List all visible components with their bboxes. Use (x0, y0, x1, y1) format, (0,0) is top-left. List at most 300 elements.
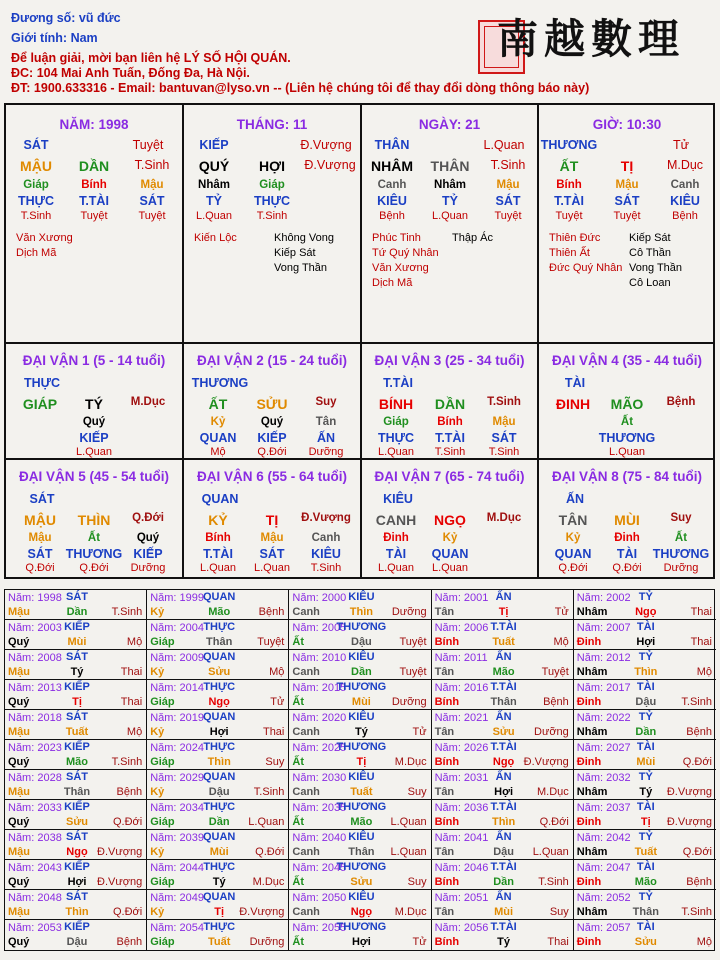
dai-van-hidden-stem: Quý (136, 532, 160, 544)
year-ten-god: THỰC (203, 621, 236, 633)
year-stage: Tuyệt (399, 636, 427, 648)
year-stage: Suy (407, 876, 427, 888)
year-label: Năm: 2038 (8, 832, 62, 844)
year-branch: Hợi (494, 786, 514, 798)
dai-van-hidden-stem: Canh (311, 532, 341, 544)
year-stage: T.Sinh (681, 696, 712, 708)
dai-van-ten-god: T.TÀI (383, 376, 413, 390)
year-stem: Tân (434, 666, 455, 678)
year-ten-god: TỶ (638, 711, 653, 723)
hidden-stage: L.Quan (195, 210, 233, 222)
year-ten-god: T.TÀI (490, 621, 517, 633)
dai-van-stem: TÂN (558, 512, 588, 528)
year-ten-god: KIÊU (348, 891, 375, 903)
year-ten-god: KIẾP (64, 741, 90, 753)
logo-text: 南越數理 (497, 15, 685, 63)
year-cell (5, 620, 147, 650)
year-ten-god: KIẾP (64, 801, 90, 813)
year-ten-god: KIẾP (64, 861, 90, 873)
year-stage: L.Quan (390, 846, 427, 858)
year-stem: Bính (434, 756, 460, 768)
year-ten-god: QUAN (202, 591, 236, 603)
year-stem: Tân (434, 726, 455, 738)
year-branch: Tý (497, 936, 511, 948)
year-stem: Tân (434, 606, 455, 618)
dai-van-hidden-stage: T.Sinh (310, 562, 342, 574)
year-ten-god: ẤN (495, 651, 512, 663)
hidden-ten-god: THỰC (253, 194, 291, 208)
year-stem: Quý (8, 756, 30, 768)
dai-van-hidden-stem: Ất (674, 532, 688, 544)
year-label: Năm: 2042 (576, 832, 631, 844)
year-cell (432, 920, 574, 950)
pillar-stem: THÂN (430, 158, 470, 174)
year-branch: Ngọ (492, 756, 515, 768)
year-stage: Mộ (126, 636, 143, 648)
year-branch: Tị (640, 816, 651, 828)
year-branch: Ngọ (350, 906, 373, 918)
dai-van-hidden-ten-god: T.TÀI (203, 547, 233, 561)
year-ten-god: KIÊU (348, 711, 375, 723)
year-branch: Sửu (208, 666, 231, 678)
year-cell (574, 800, 716, 830)
dai-van-stem: ẤT (208, 396, 228, 412)
year-stage: Thai (120, 666, 143, 678)
year-label: Năm: 2005 (292, 622, 347, 634)
dai-van-hidden-ten-god: KIÊU (311, 547, 341, 561)
star-right: Vong Thần (629, 262, 683, 274)
year-ten-god: KIẾP (64, 681, 90, 693)
year-stage: M.Dục (394, 906, 427, 918)
year-cell (147, 890, 289, 920)
year-stage: Bệnh (543, 696, 569, 708)
year-branch: Mão (634, 876, 657, 888)
hidden-stem: Giáp (259, 179, 285, 191)
year-branch: Tý (212, 876, 226, 888)
dai-van-title: ĐẠI VẬN 8 (75 - 84 tuổi) (551, 469, 703, 484)
year-stem: Ất (292, 936, 304, 948)
year-branch: Mùi (209, 846, 229, 858)
year-stem: Mậu (8, 726, 30, 738)
year-branch: Tuất (350, 786, 373, 798)
year-stage: Thai (690, 606, 712, 618)
year-ten-god: ẤN (495, 831, 512, 843)
year-branch: Mùi (636, 756, 656, 768)
pillar-cell (362, 105, 539, 344)
year-branch: Tị (498, 606, 509, 618)
year-stage: Mộ (126, 726, 143, 738)
contact-line: ĐT: 1900.633316 - Email: bantuvan@lyso.vn -- (Liên hệ chúng tôi để thay đổi dòng thông báo này) (11, 81, 590, 95)
year-cell (574, 770, 716, 800)
star-left: Văn Xương (372, 262, 429, 274)
year-stem: Kỷ (150, 906, 165, 918)
dai-van-hidden-ten-god: THƯƠNG (598, 431, 656, 445)
year-branch: Mùi (67, 636, 87, 648)
year-branch: Thân (490, 696, 517, 708)
dai-van-title: ĐẠI VẬN 1 (5 - 14 tuổi) (22, 353, 166, 368)
dai-van-stem: ĐINH (555, 396, 591, 412)
year-stage: L.Quan (390, 816, 427, 828)
year-label: Năm: 2011 (434, 652, 488, 664)
year-stem: Mậu (8, 786, 30, 798)
annual-table (4, 589, 715, 951)
year-cell (574, 890, 716, 920)
year-stage: Đ.Vượng (97, 846, 143, 858)
year-cell (574, 680, 716, 710)
year-ten-god: SÁT (66, 771, 88, 783)
year-stem: Nhâm (576, 666, 608, 678)
year-stem: Tân (434, 906, 455, 918)
dai-van-hidden-ten-god: ẤN (316, 431, 336, 445)
pillar-stem: MẬU (20, 158, 52, 174)
hidden-stage: T.Sinh (20, 210, 52, 222)
year-stage: Dưỡng (391, 606, 427, 618)
dai-van-title: ĐẠI VẬN 2 (15 - 24 tuổi) (196, 353, 348, 368)
year-cell (147, 920, 289, 950)
year-ten-god: QUAN (202, 711, 236, 723)
dai-van-hidden-ten-god: SÁT (259, 547, 285, 561)
year-ten-god: THƯƠNG (336, 921, 387, 933)
year-stage: Suy (265, 756, 285, 768)
year-branch: Dần (351, 666, 372, 678)
pillar-cell (6, 105, 184, 344)
year-stage: T.Sinh (253, 786, 285, 798)
year-label: Năm: 2020 (292, 712, 347, 724)
year-ten-god: TỶ (638, 651, 653, 663)
notice-line: Để luận giải, mời bạn liên hệ LÝ SỐ HỘI QUÁN. (11, 51, 291, 65)
dai-van-hidden-ten-god: QUAN (554, 547, 592, 561)
dai-van-hidden-ten-god: QUAN (431, 547, 469, 561)
star-right: Vong Thần (274, 262, 328, 274)
year-stem: Giáp (150, 696, 175, 708)
year-ten-god: KIÊU (348, 591, 375, 603)
pillar-stage: Đ.Vượng (300, 138, 352, 152)
year-stage: Dưỡng (391, 696, 427, 708)
year-label: Năm: 2024 (150, 742, 204, 754)
dai-van-hidden-stem: Bính (437, 416, 463, 428)
dai-van-ten-god: THƯƠNG (191, 376, 249, 390)
dai-van-hidden-stem: Bính (205, 532, 231, 544)
year-label: Năm: 2033 (8, 802, 62, 814)
year-label: Năm: 2040 (292, 832, 347, 844)
year-cell (432, 650, 574, 680)
pillar-cell (539, 105, 715, 344)
dai-van-hidden-ten-god: SÁT (491, 431, 517, 445)
year-label: Năm: 2049 (150, 892, 204, 904)
year-label: Năm: 2057 (576, 922, 631, 934)
year-branch: Dần (208, 816, 230, 828)
year-stem: Đinh (576, 696, 602, 708)
year-label: Năm: 2017 (576, 682, 631, 694)
year-cell (432, 710, 574, 740)
year-stem: Đinh (576, 936, 602, 948)
year-ten-god: T.TÀI (490, 681, 517, 693)
year-branch: Mùi (494, 906, 514, 918)
dai-van-hidden-stage: L.Quan (253, 562, 291, 574)
year-ten-god: THƯƠNG (336, 741, 387, 753)
hidden-ten-god: TỶ (206, 194, 222, 208)
year-stage: Dưỡng (249, 936, 285, 948)
star-right: Kiếp Sát (629, 232, 671, 244)
dai-van-stem: SỬU (256, 396, 288, 412)
year-branch: Dần (635, 726, 657, 738)
year-cell (147, 590, 289, 620)
year-ten-god: TÀI (636, 921, 655, 933)
star-left: Đức Quý Nhân (549, 262, 623, 274)
year-branch: Ngọ (635, 606, 657, 618)
year-cell (147, 860, 289, 890)
year-cell (5, 800, 147, 830)
hidden-ten-god: KIÊU (670, 194, 700, 208)
year-branch: Thìn (491, 816, 516, 828)
year-label: Năm: 2014 (150, 682, 204, 694)
year-cell (432, 740, 574, 770)
year-stage: Bệnh (686, 876, 712, 888)
hidden-stem: Nhâm (434, 179, 466, 191)
year-branch: Dậu (66, 936, 88, 948)
dai-van-stem: DẦN (434, 396, 466, 412)
dai-van-cell (6, 460, 184, 579)
year-stage: Thai (690, 636, 712, 648)
dai-van-stem: Bệnh (666, 396, 696, 408)
year-cell (574, 590, 716, 620)
year-cell (432, 680, 574, 710)
year-ten-god: THƯƠNG (336, 681, 387, 693)
year-ten-god: THỰC (203, 861, 236, 873)
year-label: Năm: 2055 (292, 922, 347, 934)
star-left: Dịch Mã (372, 277, 413, 289)
dai-van-hidden-ten-god: QUAN (199, 431, 237, 445)
year-branch: Tý (70, 666, 84, 678)
year-stage: Mộ (269, 666, 285, 678)
year-label: Năm: 2044 (150, 862, 204, 874)
year-stage: Q.Đới (539, 816, 569, 828)
year-stage: Dưỡng (534, 726, 569, 738)
year-cell (147, 710, 289, 740)
year-stem: Nhâm (576, 786, 608, 798)
dai-van-hidden-stage: Q.Đới (79, 562, 109, 574)
dai-van-stem: MẬU (24, 512, 56, 528)
pillar-stem: ẤT (559, 158, 579, 174)
dai-van-hidden-stem: Đinh (383, 532, 409, 544)
star-right: Cô Thần (629, 247, 671, 259)
year-stage: Bệnh (258, 606, 285, 618)
star-left: Kiến Lộc (194, 232, 237, 244)
year-label: Năm: 2002 (576, 592, 631, 604)
year-cell (289, 920, 431, 950)
year-cell (289, 650, 431, 680)
year-cell (289, 710, 431, 740)
hidden-ten-god: T.TÀI (79, 194, 109, 208)
year-label: Năm: 2022 (576, 712, 631, 724)
dai-van-stem: Q.Đới (132, 512, 164, 524)
dai-van-hidden-stage: L.Quan (431, 562, 469, 574)
year-branch: Tuất (207, 936, 231, 948)
pillar-stem: M.Dục (666, 158, 704, 172)
year-branch: Thân (63, 786, 91, 798)
year-branch: Sửu (634, 936, 657, 948)
year-branch: Hợi (67, 876, 87, 888)
year-ten-god: TỶ (638, 591, 653, 603)
year-label: Năm: 1999 (150, 592, 204, 604)
dai-van-hidden-stage: Mộ (210, 446, 226, 458)
year-ten-god: TÀI (636, 741, 655, 753)
year-branch: Dậu (635, 696, 657, 708)
year-cell (147, 650, 289, 680)
hidden-ten-god: KIÊU (377, 194, 407, 208)
hidden-stem: Nhâm (198, 179, 230, 191)
hidden-stem: Giáp (23, 179, 49, 191)
year-branch: Tý (354, 726, 368, 738)
year-stem: Mậu (8, 906, 30, 918)
year-label: Năm: 2025 (292, 742, 347, 754)
year-cell (574, 710, 716, 740)
year-cell (574, 920, 716, 950)
dai-van-hidden-stem: Kỷ (442, 532, 458, 544)
dai-van-hidden-stem: Mậu (28, 532, 52, 544)
dai-van-hidden-stem: Kỷ (210, 416, 226, 428)
hidden-stem: Mậu (615, 179, 639, 191)
year-label: Năm: 2016 (434, 682, 489, 694)
dai-van-hidden-stage: L.Quan (199, 562, 237, 574)
year-ten-god: THỰC (203, 681, 236, 693)
year-stem: Bính (434, 876, 460, 888)
year-stem: Tân (434, 786, 455, 798)
year-branch: Mùi (351, 696, 371, 708)
year-ten-god: TỶ (638, 891, 653, 903)
year-ten-god: T.TÀI (490, 921, 517, 933)
year-branch: Sửu (350, 876, 373, 888)
year-stem: Đinh (576, 636, 602, 648)
year-branch: Mão (66, 756, 88, 768)
hidden-stem: Bính (81, 179, 107, 191)
year-branch: Tuất (634, 846, 657, 858)
year-ten-god: ẤN (495, 891, 512, 903)
year-cell (5, 710, 147, 740)
dai-van-hidden-stage: Q.Đới (257, 446, 287, 458)
year-stage: Thai (547, 936, 569, 948)
year-branch: Ngọ (208, 696, 230, 708)
dai-van-stem: T.Sinh (487, 396, 521, 408)
year-branch: Tuất (492, 636, 515, 648)
dai-van-hidden-stem: Kỷ (565, 532, 581, 544)
year-label: Năm: 2031 (434, 772, 489, 784)
year-stem: Đinh (576, 756, 602, 768)
year-cell (289, 830, 431, 860)
dai-van-hidden-stem: Ất (620, 416, 634, 428)
year-branch: Dậu (208, 786, 230, 798)
year-ten-god: SÁT (66, 591, 88, 603)
dai-van-title: ĐẠI VẬN 6 (55 - 64 tuổi) (196, 469, 348, 484)
year-label: Năm: 2027 (576, 742, 631, 754)
hidden-stem: Mậu (496, 179, 520, 191)
year-label: Năm: 2047 (576, 862, 631, 874)
pillar-ten-god: THƯƠNG (540, 138, 598, 152)
year-label: Năm: 2021 (434, 712, 489, 724)
year-cell (147, 830, 289, 860)
year-cell (289, 800, 431, 830)
year-stage: M.Dục (252, 876, 285, 888)
pillar-title: NGÀY: 21 (418, 117, 481, 132)
pillar-cell (184, 105, 362, 344)
year-stem: Nhâm (576, 906, 608, 918)
dai-van-hidden-stage: Dưỡng (308, 446, 344, 458)
hidden-ten-god: THỰC (17, 194, 55, 208)
year-stem: Ất (292, 816, 304, 828)
hidden-stem: Bính (556, 179, 582, 191)
year-stem: Bính (434, 696, 460, 708)
dai-van-stem: Suy (315, 396, 337, 408)
dai-van-hidden-stem: Quý (260, 416, 284, 428)
hidden-stage: Tuyệt (555, 210, 583, 222)
year-stem: Đinh (576, 876, 602, 888)
year-stem: Giáp (150, 876, 175, 888)
dai-van-ten-god: KIÊU (383, 492, 413, 506)
hidden-ten-god: T.TÀI (554, 194, 584, 208)
year-stem: Bính (434, 936, 460, 948)
dai-van-hidden-ten-god: TÀI (616, 547, 638, 561)
year-ten-god: SÁT (66, 651, 88, 663)
year-cell (289, 890, 431, 920)
year-stem: Nhâm (576, 726, 608, 738)
year-stage: Thai (120, 696, 143, 708)
year-label: Năm: 2030 (292, 772, 347, 784)
dai-van-hidden-ten-god: KIẾP (257, 431, 287, 445)
pillar-title: THÁNG: 11 (236, 117, 308, 132)
dai-van-title: ĐẠI VẬN 3 (25 - 34 tuổi) (374, 353, 525, 368)
year-cell (147, 680, 289, 710)
year-stem: Canh (292, 846, 320, 858)
year-branch: Thân (206, 636, 233, 648)
year-ten-god: KIÊU (348, 831, 375, 843)
hidden-stem: Canh (670, 179, 700, 191)
year-label: Năm: 2046 (434, 862, 489, 874)
dai-van-hidden-ten-god: TÀI (385, 547, 407, 561)
year-stem: Quý (8, 696, 30, 708)
year-label: Năm: 2007 (576, 622, 631, 634)
dai-van-cell (362, 460, 539, 579)
year-ten-god: TÀI (636, 681, 655, 693)
year-label: Năm: 2051 (434, 892, 489, 904)
year-cell (147, 620, 289, 650)
year-branch: Tý (639, 786, 653, 798)
year-stem: Bính (434, 816, 460, 828)
pillar-title: NĂM: 1998 (59, 117, 129, 132)
year-ten-god: THƯƠNG (336, 621, 387, 633)
year-branch: Tị (356, 756, 367, 768)
year-stage: Q.Đới (682, 846, 712, 858)
year-ten-god: KIẾP (64, 621, 90, 633)
dai-van-cell (6, 344, 184, 460)
year-cell (432, 860, 574, 890)
year-stage: Đ.Vượng (666, 816, 712, 828)
dai-van-cell (184, 344, 362, 460)
year-stem: Mậu (8, 606, 30, 618)
dai-van-hidden-stage: L.Quan (377, 446, 415, 458)
year-branch: Dậu (351, 636, 372, 648)
year-cell (147, 800, 289, 830)
year-label: Năm: 2039 (150, 832, 204, 844)
star-right: Thập Ác (452, 232, 493, 244)
year-cell (5, 650, 147, 680)
year-branch: Mão (350, 816, 373, 828)
dai-van-ten-god: ẤN (565, 492, 585, 506)
dai-van-stem: MÙI (614, 512, 640, 528)
year-label: Năm: 2010 (292, 652, 347, 664)
pillar-stem: TỊ (620, 158, 634, 174)
year-stem: Giáp (150, 936, 175, 948)
year-cell (289, 620, 431, 650)
